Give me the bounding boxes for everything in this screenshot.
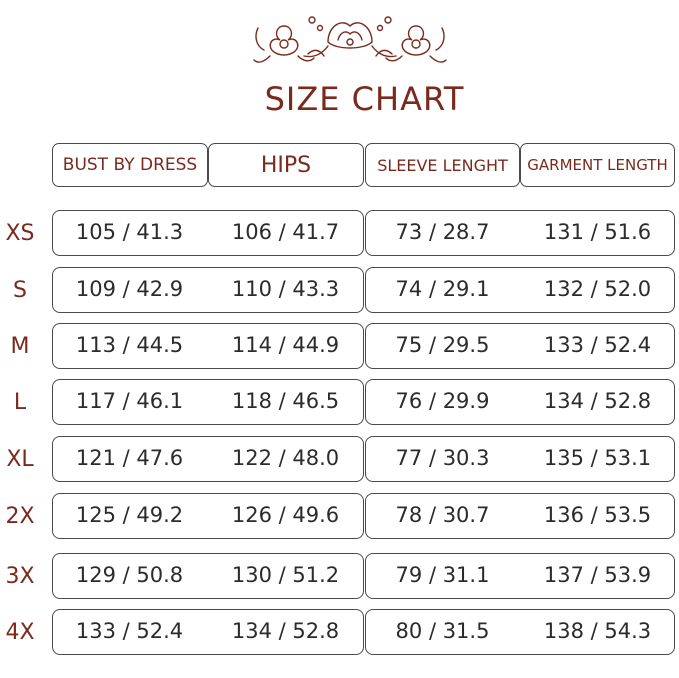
hips-cell: 106 / 41.7 (231, 220, 340, 244)
size-label: M (10, 334, 30, 359)
bust-cell: 113 / 44.5 (75, 333, 184, 357)
garment-cell: 132 / 52.0 (543, 277, 652, 301)
header-garment-length: GARMENT LENGTH (520, 143, 675, 187)
garment-cell: 138 / 54.3 (543, 619, 652, 643)
bust-cell: 117 / 46.1 (75, 389, 184, 413)
sleeve-cell: 80 / 31.5 (395, 619, 490, 643)
size-label: XS (5, 221, 35, 246)
hips-cell: 134 / 52.8 (231, 619, 340, 643)
garment-cell: 133 / 52.4 (543, 333, 652, 357)
sleeve-cell: 76 / 29.9 (395, 389, 490, 413)
size-label: 2X (5, 504, 35, 529)
bust-cell: 129 / 50.8 (75, 563, 184, 587)
bust-cell: 121 / 47.6 (75, 446, 184, 470)
garment-cell: 131 / 51.6 (543, 220, 652, 244)
header-sleeve-length: SLEEVE LENGHT (365, 143, 520, 187)
hips-cell: 114 / 44.9 (231, 333, 340, 357)
header-hips: HIPS (208, 143, 364, 187)
hips-cell: 110 / 43.3 (231, 277, 340, 301)
size-label: XL (6, 447, 34, 472)
sleeve-cell: 77 / 30.3 (395, 446, 490, 470)
sleeve-cell: 74 / 29.1 (395, 277, 490, 301)
sleeve-cell: 75 / 29.5 (395, 333, 490, 357)
bust-cell: 125 / 49.2 (75, 503, 184, 527)
hips-cell: 130 / 51.2 (231, 563, 340, 587)
size-label: 3X (5, 564, 35, 589)
garment-cell: 136 / 53.5 (543, 503, 652, 527)
garment-cell: 134 / 52.8 (543, 389, 652, 413)
page-title: SIZE CHART (264, 80, 465, 118)
sleeve-cell: 78 / 30.7 (395, 503, 490, 527)
bust-cell: 133 / 52.4 (75, 619, 184, 643)
hips-cell: 122 / 48.0 (231, 446, 340, 470)
sleeve-cell: 73 / 28.7 (395, 220, 490, 244)
header-bust: BUST BY DRESS (52, 143, 208, 187)
hips-cell: 126 / 49.6 (231, 503, 340, 527)
floral-ornament-icon (250, 6, 450, 70)
size-label: S (13, 278, 27, 303)
size-label: 4X (5, 620, 35, 645)
garment-cell: 137 / 53.9 (543, 563, 652, 587)
garment-cell: 135 / 53.1 (543, 446, 652, 470)
bust-cell: 109 / 42.9 (75, 277, 184, 301)
bust-cell: 105 / 41.3 (75, 220, 184, 244)
sleeve-cell: 79 / 31.1 (395, 563, 490, 587)
size-label: L (13, 390, 27, 415)
hips-cell: 118 / 46.5 (231, 389, 340, 413)
